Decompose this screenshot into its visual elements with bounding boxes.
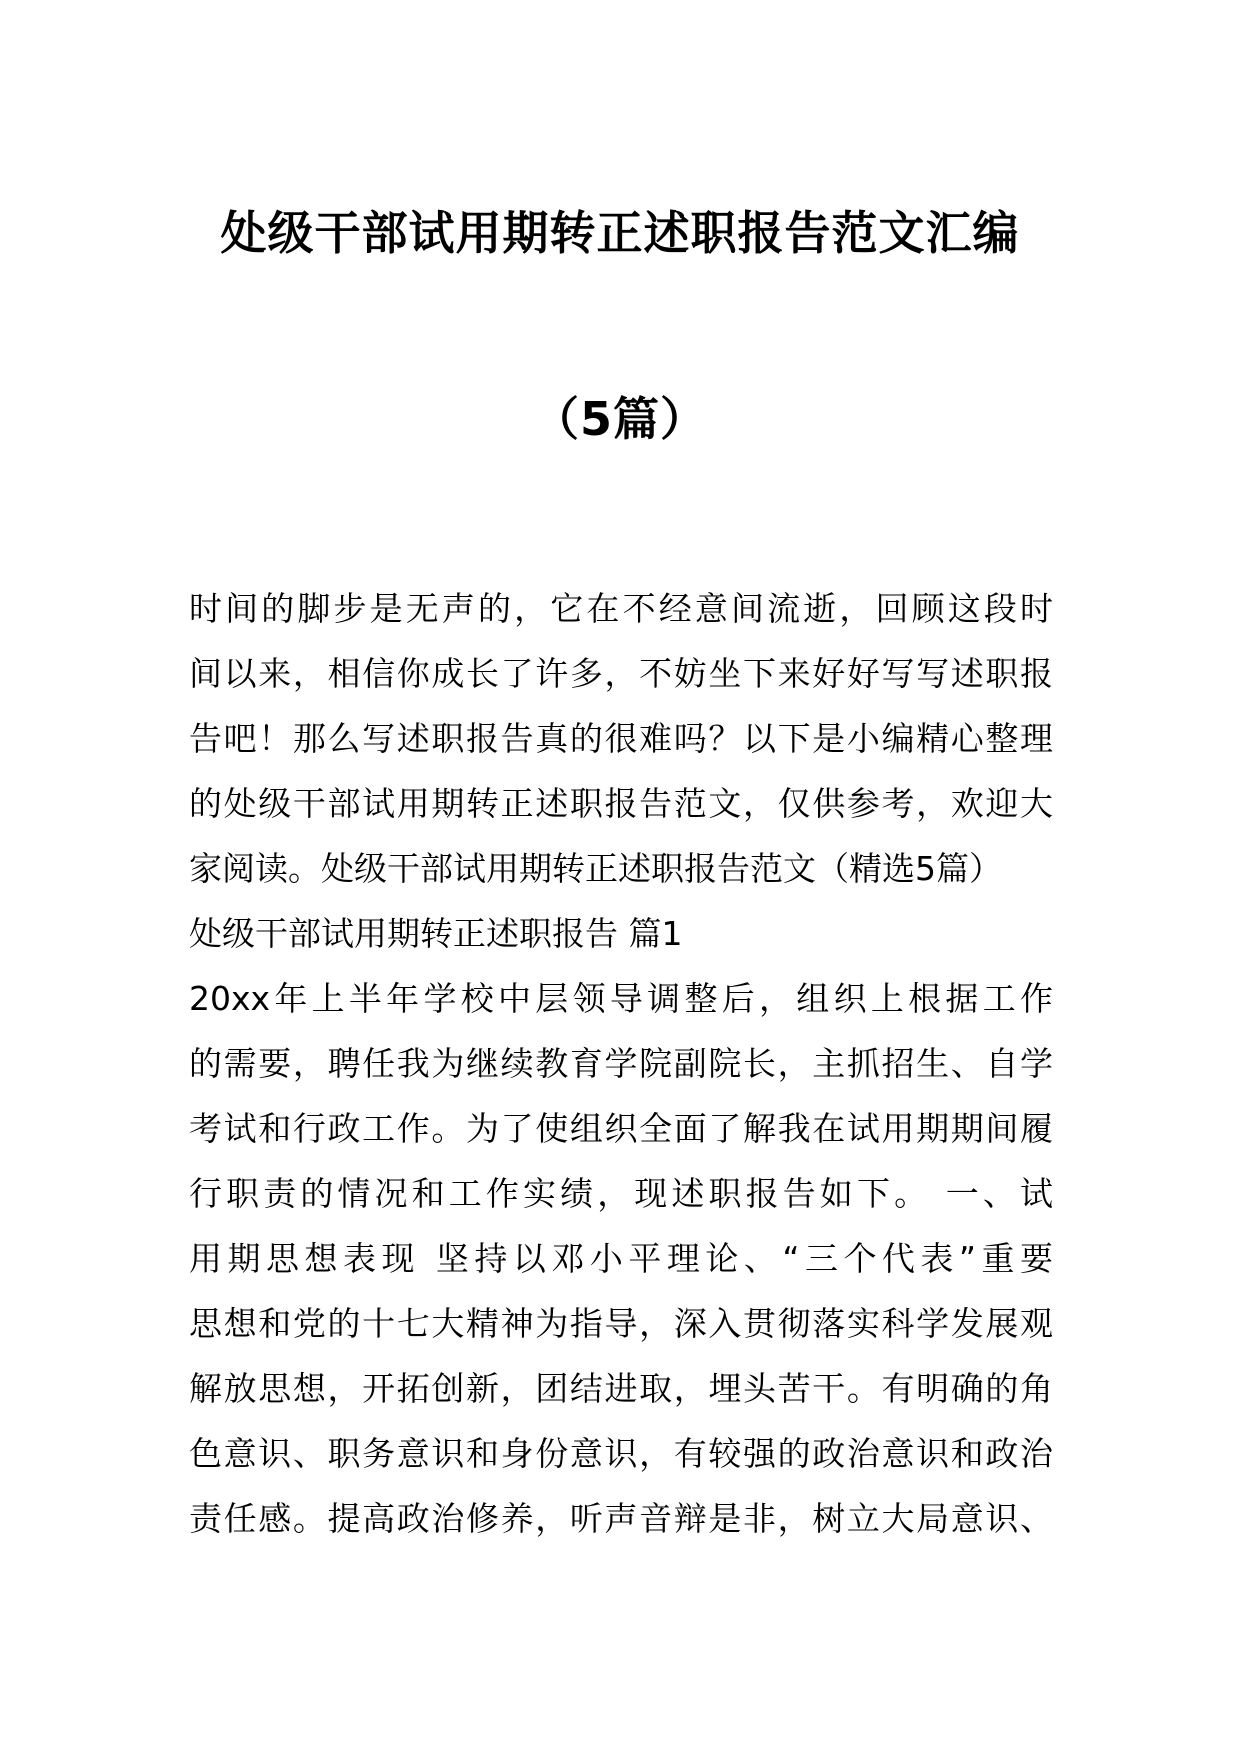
body-line: 家阅读。处级干部试用期转正述职报告范文（精选5篇） [189,849,1002,888]
document-subtitle: （5篇） [532,392,707,446]
body-line: 时间的脚步是无声的，它在不经意间流逝，回顾这段时 [189,589,1053,628]
body-line: 行职责的情况和工作实绩，现述职报告如下。 一、试 [189,1174,1053,1213]
body-line: 思想和党的十七大精神为指导，深入贯彻落实科学发展观 [189,1304,1053,1343]
body-line: 间以来，相信你成长了许多，不妨坐下来好好写写述职报 [189,654,1053,693]
body-line: 的处级干部试用期转正述职报告范文，仅供参考，欢迎大 [189,784,1053,823]
body-line: 考试和行政工作。为了使组织全面了解我在试用期期间履 [189,1109,1053,1148]
body-line: 用期思想表现 坚持以邓小平理论、“三个代表”重要 [189,1239,1053,1278]
body-line: 告吧！那么写述职报告真的很难吗？以下是小编精心整理 [189,719,1053,758]
body-line: 的需要，聘任我为继续教育学院副院长，主抓招生、自学 [189,1044,1053,1083]
section-heading: 处级干部试用期转正述职报告 篇1 [189,914,683,953]
body-line: 责任感。提高政治修养，听声音辩是非，树立大局意识、 [189,1499,1053,1538]
document-title: 处级干部试用期转正述职报告范文汇编 [220,206,1020,260]
body-line: 色意识、职务意识和身份意识，有较强的政治意识和政治 [189,1434,1053,1473]
body-line: 20xx年上半年学校中层领导调整后，组织上根据工作 [189,979,1053,1018]
document-body [189,576,1053,1551]
body-line: 解放思想，开拓创新，团结进取，埋头苦干。有明确的角 [189,1369,1053,1408]
